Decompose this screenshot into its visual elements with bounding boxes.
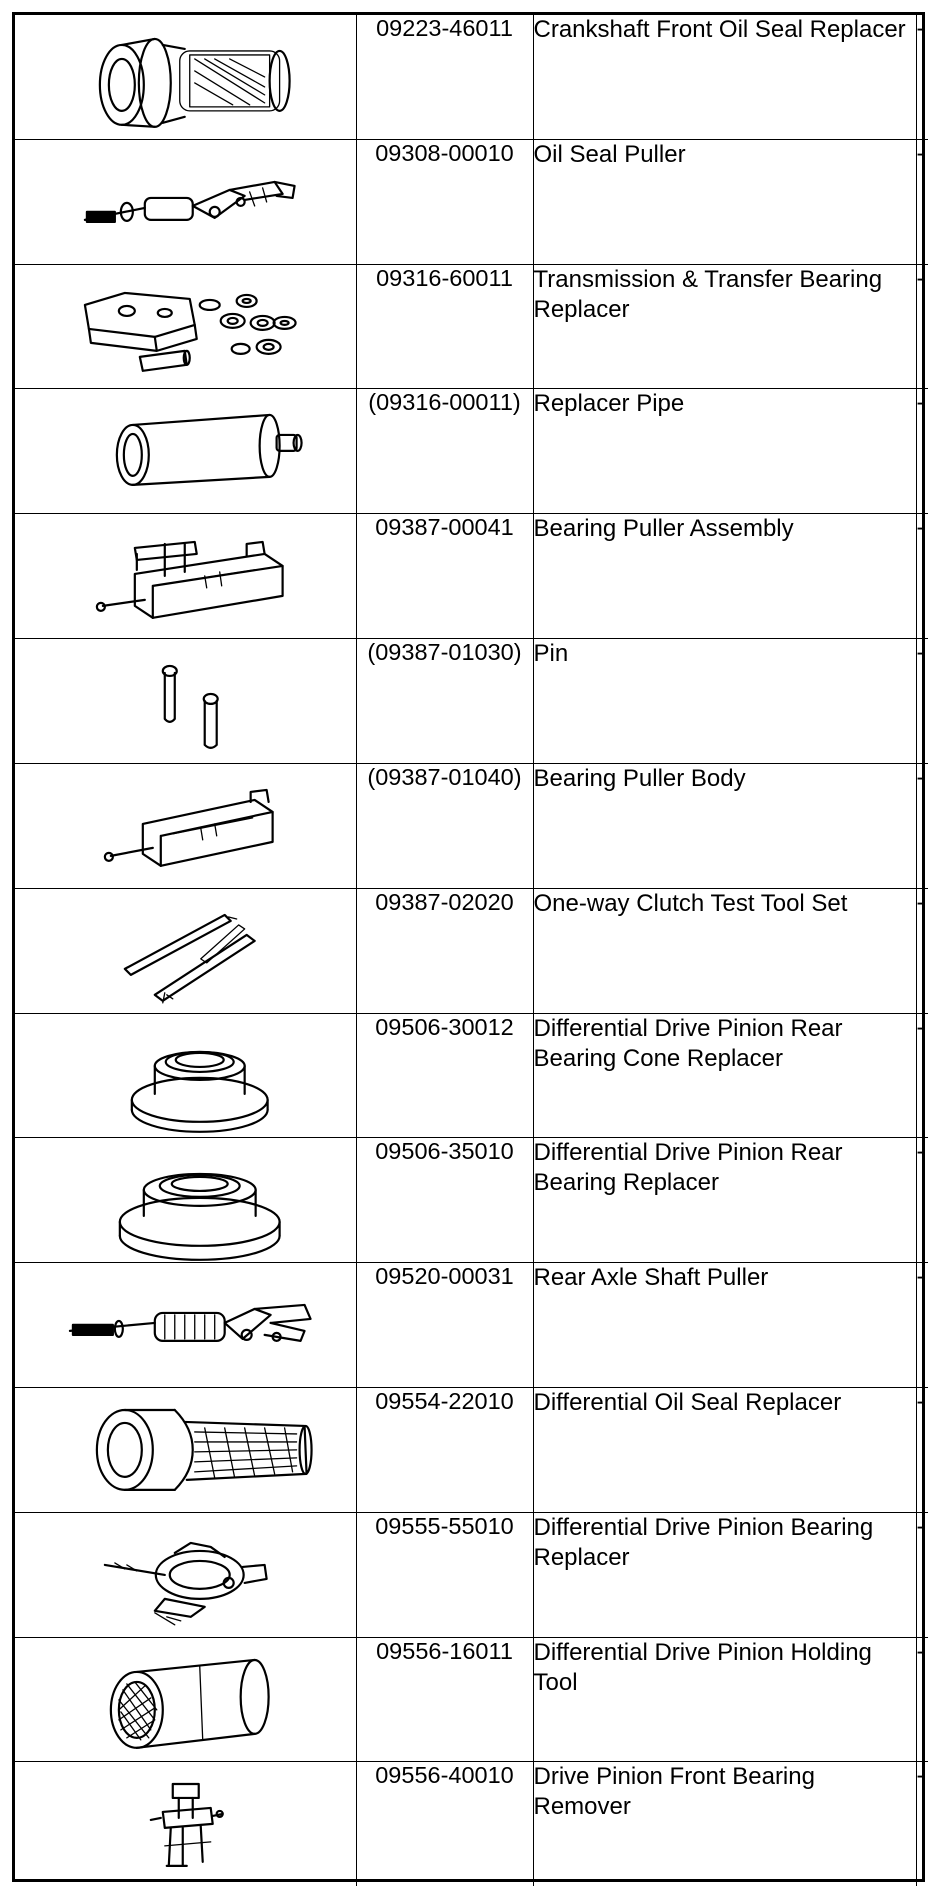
tool-name: Differential Drive Pinion Holding Tool [533, 1637, 916, 1762]
note-mark: - [916, 15, 928, 139]
tool-illustration [15, 1512, 356, 1637]
tool-name: Oil Seal Puller [533, 139, 916, 264]
table-row [15, 1138, 928, 1263]
table-row [15, 763, 928, 888]
tool-illustration [15, 514, 356, 639]
table-row [15, 264, 928, 389]
note-mark: - [916, 1637, 928, 1762]
tool-illustration [15, 1138, 356, 1263]
table-row [15, 1013, 928, 1138]
tool-illustration [15, 1387, 356, 1512]
tool-name: Bearing Puller Assembly [533, 514, 916, 639]
note-mark: - [916, 139, 928, 264]
note-mark: - [916, 639, 928, 764]
tool-name: Bearing Puller Body [533, 763, 916, 888]
table-row [15, 514, 928, 639]
note-mark: - [916, 763, 928, 888]
transmission-transfer-bearing-replacer-icon [15, 265, 356, 389]
note-mark: - [916, 389, 928, 514]
note-mark: - [916, 1263, 928, 1388]
note-mark: - [916, 1387, 928, 1512]
bearing-puller-body-icon [15, 764, 356, 888]
table-row [15, 1762, 928, 1886]
table-row [15, 15, 928, 139]
one-way-clutch-test-tool-set-icon [15, 889, 356, 1013]
tool-illustration [15, 639, 356, 764]
tool-name: Pin [533, 639, 916, 764]
part-number: 09556-40010 [356, 1762, 533, 1886]
tool-name: Crankshaft Front Oil Seal Replacer [533, 15, 916, 139]
part-number: (09387-01040) [356, 763, 533, 888]
note-mark: - [916, 1512, 928, 1637]
part-number: 09520-00031 [356, 1263, 533, 1388]
note-mark: - [916, 888, 928, 1013]
table-row [15, 139, 928, 264]
note-mark: - [916, 1013, 928, 1138]
tool-illustration [15, 1013, 356, 1138]
tool-illustration [15, 1637, 356, 1762]
part-number: 09223-46011 [356, 15, 533, 139]
differential-oil-seal-replacer-icon [15, 1388, 356, 1512]
part-number: 09387-02020 [356, 888, 533, 1013]
crankshaft-front-oil-seal-replacer-icon [15, 15, 356, 139]
tool-illustration [15, 1263, 356, 1388]
part-number: 09506-30012 [356, 1013, 533, 1138]
drive-pinion-holding-tool-icon [15, 1638, 356, 1762]
note-mark: - [916, 1138, 928, 1263]
rear-bearing-replacer-icon [15, 1138, 356, 1262]
table-row [15, 1387, 928, 1512]
bearing-cone-replacer-icon [15, 1014, 356, 1138]
note-mark: - [916, 514, 928, 639]
tool-name: Drive Pinion Front Bearing Remover [533, 1762, 916, 1886]
tool-illustration [15, 763, 356, 888]
table-row [15, 1512, 928, 1637]
part-number: 09555-55010 [356, 1512, 533, 1637]
tool-name: Replacer Pipe [533, 389, 916, 514]
oil-seal-puller-icon [15, 140, 356, 264]
part-number: 09506-35010 [356, 1138, 533, 1263]
part-number: 09554-22010 [356, 1387, 533, 1512]
part-number: 09387-00041 [356, 514, 533, 639]
rear-axle-shaft-puller-icon [15, 1263, 356, 1387]
bearing-puller-assembly-icon [15, 514, 356, 638]
part-number: (09387-01030) [356, 639, 533, 764]
tool-illustration [15, 1762, 356, 1886]
special-tools-sheet [12, 12, 925, 1882]
pin-icon [15, 639, 356, 763]
tool-illustration [15, 139, 356, 264]
tool-illustration [15, 264, 356, 389]
part-number: 09556-16011 [356, 1637, 533, 1762]
tool-name: Differential Drive Pinion Bearing Replacer [533, 1512, 916, 1637]
drive-pinion-bearing-replacer-icon [15, 1513, 356, 1637]
tool-illustration [15, 389, 356, 514]
table-row [15, 1263, 928, 1388]
tool-name: Differential Drive Pinion Rear Bearing Replacer [533, 1138, 916, 1263]
drive-pinion-front-bearing-remover-icon [15, 1762, 356, 1886]
special-tools-table [15, 15, 928, 1886]
note-mark: - [916, 264, 928, 389]
tool-name: Differential Oil Seal Replacer [533, 1387, 916, 1512]
table-row [15, 1637, 928, 1762]
table-row [15, 639, 928, 764]
part-number: (09316-00011) [356, 389, 533, 514]
part-number: 09308-00010 [356, 139, 533, 264]
replacer-pipe-icon [15, 389, 356, 513]
tool-illustration [15, 888, 356, 1013]
tool-name: One-way Clutch Test Tool Set [533, 888, 916, 1013]
tool-name: Transmission & Transfer Bearing Replacer [533, 264, 916, 389]
tool-name: Differential Drive Pinion Rear Bearing Cone Replacer [533, 1013, 916, 1138]
table-row [15, 888, 928, 1013]
part-number: 09316-60011 [356, 264, 533, 389]
tool-illustration [15, 15, 356, 139]
tool-name: Rear Axle Shaft Puller [533, 1263, 916, 1388]
table-row [15, 389, 928, 514]
note-mark: - [916, 1762, 928, 1886]
